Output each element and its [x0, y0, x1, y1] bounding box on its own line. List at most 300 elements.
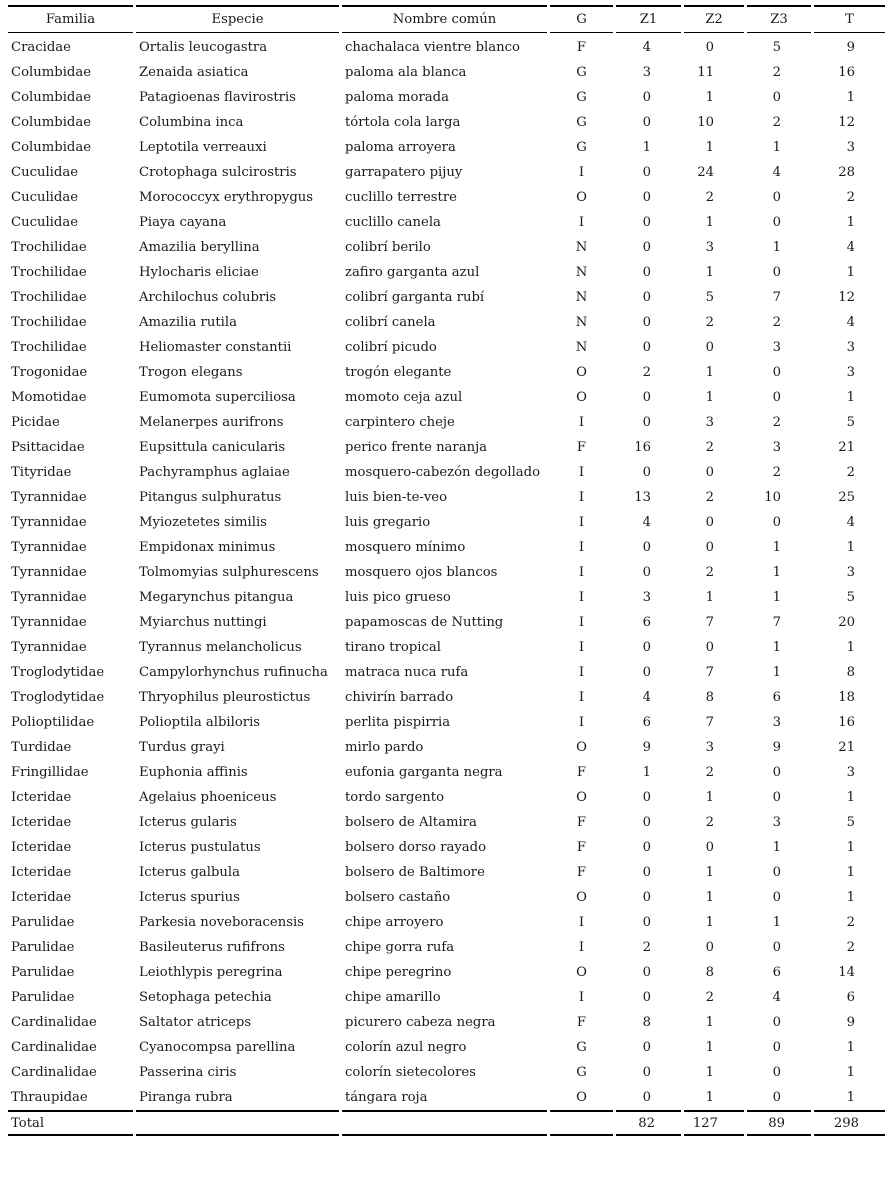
cell-z2: 0	[705, 40, 714, 55]
cell-z3: 7	[772, 615, 781, 630]
cell-especie: Cyanocompsa parellina	[139, 1040, 296, 1055]
cell-z1: 0	[642, 265, 651, 280]
cell-familia: Tyrannidae	[11, 640, 87, 655]
cell-especie: Amazilia rutila	[139, 315, 237, 330]
cell-t: 6	[846, 990, 855, 1005]
table-row	[8, 760, 885, 785]
cell-z3: 0	[772, 1090, 781, 1105]
cell-especie: Myiarchus nuttingi	[139, 615, 267, 630]
cell-t: 1	[846, 1065, 855, 1080]
cell-z2: 1	[705, 590, 714, 605]
table-row	[8, 710, 885, 735]
table-body	[8, 33, 885, 1110]
cell-nombre-comun: trogón elegante	[345, 365, 452, 380]
cell-z2: 0	[705, 340, 714, 355]
cell-z3: 0	[772, 790, 781, 805]
cell-nombre-comun: colibrí canela	[345, 315, 436, 330]
cell-especie: Icterus galbula	[139, 865, 240, 880]
cell-z1: 0	[642, 565, 651, 580]
cell-z3: 0	[772, 765, 781, 780]
cell-z1: 0	[642, 190, 651, 205]
cell-nombre-comun: luis gregario	[345, 515, 431, 530]
cell-g: O	[576, 365, 587, 380]
cell-nombre-comun: mosquero mínimo	[345, 540, 466, 555]
cell-g: O	[576, 965, 587, 980]
cell-familia: Tyrannidae	[11, 515, 87, 530]
cell-familia: Tyrannidae	[11, 565, 87, 580]
cell-z1: 0	[642, 790, 651, 805]
cell-familia: Cuculidae	[11, 165, 79, 180]
cell-g: O	[576, 790, 587, 805]
cell-t: 12	[838, 290, 855, 305]
table-row	[8, 360, 885, 385]
table-row	[8, 310, 885, 335]
table-row	[8, 435, 885, 460]
table-row	[8, 1060, 885, 1085]
cell-familia: Cuculidae	[11, 215, 79, 230]
cell-t: 4	[846, 515, 855, 530]
cell-g: G	[576, 140, 587, 155]
cell-especie: Empidonax minimus	[139, 540, 276, 555]
cell-z2: 1	[705, 215, 714, 230]
cell-especie: Crotophaga sulcirostris	[139, 165, 297, 180]
cell-z3: 0	[772, 940, 781, 955]
header-z1: Z1	[616, 5, 681, 33]
cell-nombre-comun: mirlo pardo	[345, 740, 424, 755]
cell-z3: 0	[772, 865, 781, 880]
cell-z1: 0	[642, 890, 651, 905]
cell-z2: 2	[705, 190, 714, 205]
cell-especie: Eupsittula canicularis	[139, 440, 286, 455]
cell-g: N	[575, 240, 588, 255]
cell-nombre-comun: chipe arroyero	[345, 915, 444, 930]
cell-especie: Pachyramphus aglaiae	[139, 465, 290, 480]
cell-familia: Parulidae	[11, 915, 75, 930]
cell-t: 18	[838, 690, 855, 705]
cell-z3: 0	[772, 890, 781, 905]
cell-z3: 0	[772, 215, 781, 230]
cell-nombre-comun: chachalaca vientre blanco	[345, 40, 520, 55]
table-row	[8, 385, 885, 410]
cell-z2: 1	[705, 265, 714, 280]
cell-familia: Troglodytidae	[11, 690, 105, 705]
total-t: 298	[814, 1110, 885, 1136]
cell-t: 5	[846, 415, 855, 430]
cell-t: 2	[846, 190, 855, 205]
table-row	[8, 1010, 885, 1035]
cell-t: 4	[846, 315, 855, 330]
header-especie: Especie	[136, 5, 339, 33]
cell-z1: 0	[642, 165, 651, 180]
cell-nombre-comun: colibrí picudo	[345, 340, 437, 355]
cell-t: 1	[846, 265, 855, 280]
cell-especie: Hylocharis eliciae	[139, 265, 259, 280]
cell-especie: Eumomota superciliosa	[139, 390, 296, 405]
cell-g: G	[576, 1040, 587, 1055]
cell-z1: 9	[642, 740, 651, 755]
table-row	[8, 810, 885, 835]
header-z3: Z3	[747, 5, 811, 33]
header-z2: Z2	[684, 5, 744, 33]
cell-nombre-comun: luis pico grueso	[345, 590, 451, 605]
cell-z3: 1	[772, 565, 781, 580]
cell-t: 9	[846, 1015, 855, 1030]
cell-t: 2	[846, 915, 855, 930]
cell-z3: 4	[772, 990, 781, 1005]
cell-t: 21	[838, 740, 855, 755]
cell-nombre-comun: picurero cabeza negra	[345, 1015, 496, 1030]
cell-z1: 0	[642, 840, 651, 855]
cell-nombre-comun: perlita pispirria	[345, 715, 451, 730]
cell-nombre-comun: bolsero de Baltimore	[345, 865, 485, 880]
cell-z3: 2	[772, 415, 781, 430]
cell-z2: 1	[705, 865, 714, 880]
cell-g: F	[576, 40, 587, 55]
cell-g: N	[575, 265, 588, 280]
cell-z3: 1	[772, 640, 781, 655]
table-row	[8, 985, 885, 1010]
cell-g: G	[576, 90, 587, 105]
cell-t: 16	[838, 65, 855, 80]
cell-especie: Campylorhynchus rufinucha	[139, 665, 328, 680]
cell-z2: 10	[697, 115, 714, 130]
cell-z1: 4	[642, 515, 651, 530]
cell-especie: Patagioenas flavirostris	[139, 90, 296, 105]
table-row	[8, 635, 885, 660]
cell-g: I	[578, 640, 585, 655]
cell-familia: Cuculidae	[11, 190, 79, 205]
cell-t: 2	[846, 465, 855, 480]
cell-g: F	[576, 865, 587, 880]
table-row	[8, 510, 885, 535]
cell-t: 16	[838, 715, 855, 730]
cell-t: 1	[846, 215, 855, 230]
cell-familia: Icteridae	[11, 815, 72, 830]
table-row	[8, 285, 885, 310]
cell-g: O	[576, 390, 587, 405]
cell-especie: Megarynchus pitangua	[139, 590, 294, 605]
cell-z2: 2	[705, 490, 714, 505]
cell-z1: 0	[642, 540, 651, 555]
cell-familia: Thraupidae	[11, 1090, 88, 1105]
cell-g: N	[575, 290, 588, 305]
cell-z1: 0	[642, 990, 651, 1005]
table-row	[8, 260, 885, 285]
cell-especie: Heliomaster constantii	[139, 340, 292, 355]
cell-nombre-comun: chipe gorra rufa	[345, 940, 455, 955]
cell-z3: 0	[772, 90, 781, 105]
cell-nombre-comun: momoto ceja azul	[345, 390, 463, 405]
cell-t: 14	[838, 965, 855, 980]
cell-z3: 3	[772, 715, 781, 730]
cell-z2: 8	[705, 965, 714, 980]
cell-especie: Euphonia affinis	[139, 765, 248, 780]
cell-familia: Cardinalidae	[11, 1040, 97, 1055]
cell-familia: Trochilidae	[11, 315, 87, 330]
cell-nombre-comun: garrapatero pijuy	[345, 165, 463, 180]
cell-z1: 1	[642, 140, 651, 155]
cell-familia: Icteridae	[11, 865, 72, 880]
cell-z2: 0	[705, 940, 714, 955]
header-g: G	[550, 5, 613, 33]
cell-t: 12	[838, 115, 855, 130]
cell-z1: 0	[642, 640, 651, 655]
cell-especie: Piranga rubra	[139, 1090, 233, 1105]
cell-z3: 1	[772, 540, 781, 555]
cell-nombre-comun: tórtola cola larga	[345, 115, 461, 130]
cell-t: 3	[846, 140, 855, 155]
table-row	[8, 460, 885, 485]
cell-familia: Picidae	[11, 415, 60, 430]
cell-nombre-comun: mosquero-cabezón degollado	[345, 465, 541, 480]
cell-nombre-comun: perico frente naranja	[345, 440, 488, 455]
cell-g: I	[578, 215, 585, 230]
cell-z2: 3	[705, 740, 714, 755]
cell-nombre-comun: colorín sietecolores	[345, 1065, 476, 1080]
cell-z2: 2	[705, 990, 714, 1005]
cell-nombre-comun: paloma arroyera	[345, 140, 456, 155]
cell-t: 21	[838, 440, 855, 455]
cell-especie: Archilochus colubris	[139, 290, 277, 305]
total-blank-nombre	[342, 1110, 547, 1136]
cell-z3: 3	[772, 340, 781, 355]
cell-t: 5	[846, 815, 855, 830]
cell-t: 3	[846, 365, 855, 380]
cell-z1: 0	[642, 115, 651, 130]
cell-familia: Polioptilidae	[11, 715, 95, 730]
cell-z3: 3	[772, 815, 781, 830]
cell-especie: Agelaius phoeniceus	[139, 790, 277, 805]
cell-z2: 1	[705, 1040, 714, 1055]
cell-g: O	[576, 740, 587, 755]
cell-especie: Myiozetetes similis	[139, 515, 267, 530]
cell-especie: Icterus spurius	[139, 890, 240, 905]
cell-familia: Cracidae	[11, 40, 71, 55]
cell-z1: 0	[642, 1090, 651, 1105]
cell-z3: 0	[772, 265, 781, 280]
cell-g: O	[576, 190, 587, 205]
table-row	[8, 735, 885, 760]
cell-familia: Tyrannidae	[11, 590, 87, 605]
cell-familia: Columbidae	[11, 65, 92, 80]
cell-z3: 2	[772, 115, 781, 130]
table-row	[8, 110, 885, 135]
cell-z1: 0	[642, 665, 651, 680]
table-row	[8, 1085, 885, 1110]
cell-z2: 7	[705, 665, 714, 680]
cell-t: 1	[846, 640, 855, 655]
cell-nombre-comun: tirano tropical	[345, 640, 441, 655]
cell-familia: Momotidae	[11, 390, 87, 405]
table-footer	[8, 1110, 885, 1136]
cell-g: O	[576, 890, 587, 905]
table-row	[8, 860, 885, 885]
table-row	[8, 935, 885, 960]
cell-t: 1	[846, 1090, 855, 1105]
cell-nombre-comun: chipe amarillo	[345, 990, 441, 1005]
cell-familia: Tyrannidae	[11, 540, 87, 555]
cell-z3: 1	[772, 915, 781, 930]
cell-z1: 1	[642, 765, 651, 780]
cell-t: 3	[846, 340, 855, 355]
cell-especie: Melanerpes aurifrons	[139, 415, 284, 430]
cell-g: G	[576, 65, 587, 80]
cell-z2: 2	[705, 440, 714, 455]
cell-especie: Icterus pustulatus	[139, 840, 261, 855]
cell-z1: 4	[642, 690, 651, 705]
cell-especie: Trogon elegans	[139, 365, 243, 380]
cell-nombre-comun: bolsero dorso rayado	[345, 840, 487, 855]
cell-nombre-comun: chivirín barrado	[345, 690, 454, 705]
cell-z2: 0	[705, 840, 714, 855]
cell-especie: Pitangus sulphuratus	[139, 490, 282, 505]
cell-especie: Thryophilus pleurostictus	[139, 690, 311, 705]
cell-z3: 5	[772, 40, 781, 55]
cell-z1: 0	[642, 315, 651, 330]
cell-z1: 0	[642, 1040, 651, 1055]
cell-especie: Saltator atriceps	[139, 1015, 252, 1030]
table-row	[8, 210, 885, 235]
cell-z3: 1	[772, 240, 781, 255]
cell-z3: 1	[772, 840, 781, 855]
cell-especie: Setophaga petechia	[139, 990, 272, 1005]
cell-z1: 0	[642, 240, 651, 255]
cell-z1: 0	[642, 415, 651, 430]
cell-z2: 3	[705, 240, 714, 255]
cell-z1: 0	[642, 90, 651, 105]
cell-g: I	[578, 565, 585, 580]
cell-z1: 0	[642, 215, 651, 230]
cell-familia: Trochilidae	[11, 340, 87, 355]
cell-familia: Parulidae	[11, 965, 75, 980]
cell-nombre-comun: tángara roja	[345, 1090, 428, 1105]
cell-g: G	[576, 1065, 587, 1080]
cell-z1: 0	[642, 815, 651, 830]
table-row	[8, 835, 885, 860]
cell-z3: 1	[772, 665, 781, 680]
cell-z3: 1	[772, 590, 781, 605]
cell-g: I	[578, 990, 585, 1005]
cell-g: I	[578, 615, 585, 630]
cell-especie: Parkesia noveboracensis	[139, 915, 304, 930]
cell-t: 5	[846, 590, 855, 605]
cell-z2: 1	[705, 90, 714, 105]
cell-nombre-comun: zafiro garganta azul	[345, 265, 480, 280]
cell-g: N	[575, 315, 588, 330]
species-table	[5, 5, 888, 1136]
cell-z2: 2	[705, 765, 714, 780]
cell-especie: Tyrannus melancholicus	[139, 640, 302, 655]
cell-g: I	[578, 940, 585, 955]
table-row	[8, 960, 885, 985]
cell-g: I	[578, 490, 585, 505]
table-row	[8, 160, 885, 185]
cell-z1: 4	[642, 40, 651, 55]
cell-z3: 0	[772, 390, 781, 405]
table-header	[8, 5, 885, 33]
cell-familia: Tityridae	[11, 465, 72, 480]
cell-especie: Icterus gularis	[139, 815, 237, 830]
cell-especie: Columbina inca	[139, 115, 244, 130]
cell-z2: 0	[705, 540, 714, 555]
cell-t: 3	[846, 765, 855, 780]
cell-g: I	[578, 915, 585, 930]
cell-z2: 11	[697, 65, 714, 80]
cell-g: F	[576, 440, 587, 455]
cell-z2: 2	[705, 565, 714, 580]
cell-familia: Psittacidae	[11, 440, 85, 455]
cell-g: G	[576, 115, 587, 130]
cell-z3: 10	[764, 490, 781, 505]
cell-z2: 1	[705, 1090, 714, 1105]
cell-z3: 2	[772, 465, 781, 480]
cell-z3: 2	[772, 65, 781, 80]
cell-z1: 3	[642, 590, 651, 605]
cell-z1: 0	[642, 340, 651, 355]
cell-z2: 1	[705, 365, 714, 380]
table-row	[8, 535, 885, 560]
cell-t: 25	[838, 490, 855, 505]
table-row	[8, 585, 885, 610]
cell-familia: Icteridae	[11, 840, 72, 855]
cell-familia: Parulidae	[11, 940, 75, 955]
cell-familia: Trochilidae	[11, 290, 87, 305]
cell-nombre-comun: papamoscas de Nutting	[345, 615, 504, 630]
cell-z3: 0	[772, 1040, 781, 1055]
cell-t: 4	[846, 240, 855, 255]
total-label: Total	[8, 1110, 133, 1136]
cell-t: 1	[846, 90, 855, 105]
cell-familia: Icteridae	[11, 890, 72, 905]
cell-z1: 0	[642, 290, 651, 305]
cell-familia: Trochilidae	[11, 240, 87, 255]
cell-z1: 3	[642, 65, 651, 80]
cell-especie: Morococcyx erythropygus	[139, 190, 314, 205]
cell-especie: Leptotila verreauxi	[139, 140, 267, 155]
cell-familia: Columbidae	[11, 115, 92, 130]
cell-z3: 3	[772, 440, 781, 455]
cell-z2: 8	[705, 690, 714, 705]
cell-t: 3	[846, 565, 855, 580]
cell-z1: 8	[642, 1015, 651, 1030]
header-t: T	[814, 5, 885, 33]
cell-z1: 0	[642, 465, 651, 480]
total-blank-g	[550, 1110, 613, 1136]
cell-t: 20	[838, 615, 855, 630]
cell-z2: 1	[705, 890, 714, 905]
cell-z1: 0	[642, 965, 651, 980]
cell-familia: Cardinalidae	[11, 1015, 97, 1030]
cell-familia: Tyrannidae	[11, 615, 87, 630]
table-row	[8, 485, 885, 510]
cell-z1: 6	[642, 715, 651, 730]
cell-z2: 2	[705, 315, 714, 330]
header-familia: Familia	[8, 5, 133, 33]
table-row	[8, 185, 885, 210]
cell-nombre-comun: matraca nuca rufa	[345, 665, 469, 680]
cell-t: 1	[846, 840, 855, 855]
cell-z1: 0	[642, 865, 651, 880]
cell-z2: 1	[705, 140, 714, 155]
cell-nombre-comun: colibrí berilo	[345, 240, 431, 255]
cell-z1: 6	[642, 615, 651, 630]
cell-z2: 7	[705, 715, 714, 730]
cell-t: 1	[846, 790, 855, 805]
cell-g: I	[578, 590, 585, 605]
table-row	[8, 33, 885, 60]
cell-especie: Passerina ciris	[139, 1065, 237, 1080]
cell-t: 9	[846, 40, 855, 55]
